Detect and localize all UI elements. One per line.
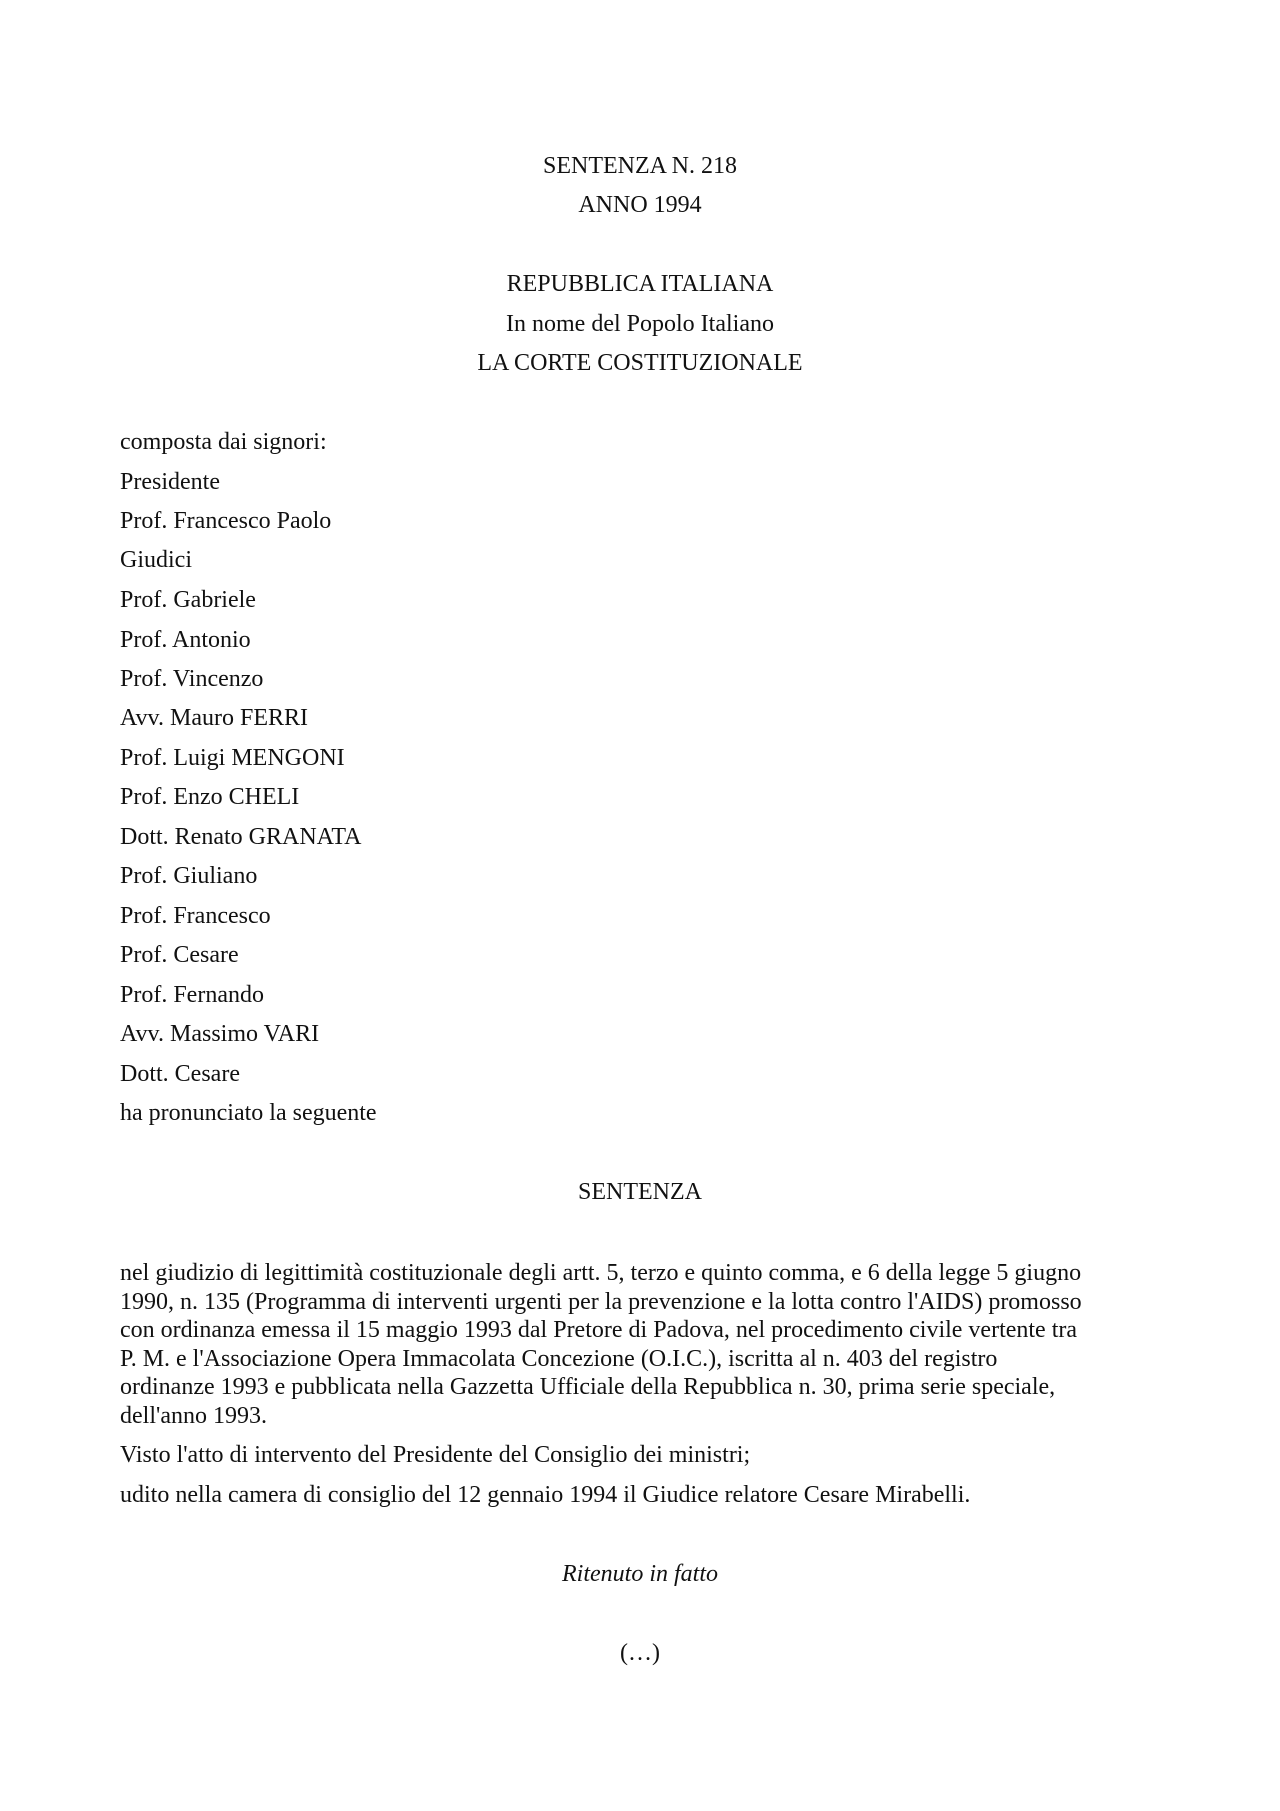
composition-line: Prof. Cesare [120,942,239,968]
paragraph-line: dell'anno 1993. [120,1402,267,1429]
in-nome-line: In nome del Popolo Italiano [506,311,774,337]
ellipsis: (…) [620,1640,660,1666]
composition-line: Prof. Fernando [120,982,264,1008]
repubblica-heading: REPUBBLICA ITALIANA [506,271,774,297]
sentenza-number: SENTENZA N. 218 [543,153,737,179]
visto-line: Visto l'atto di intervento del Presidente del Consiglio dei ministri; [120,1442,751,1468]
composition-line: Presidente [120,469,220,495]
composition-intro: composta dai signori: [120,429,327,455]
composition-line: Prof. Vincenzo [120,666,264,692]
composition-line: Prof. Francesco Paolo [120,508,332,534]
composition-line: Avv. Massimo VARI [120,1021,320,1047]
paragraph-line: 1990, n. 135 (Programma di interventi urgenti per la prevenzione e la lotta contro l'AIDS) promosso [120,1288,1082,1315]
giudizio-paragraph [120,1259,1180,1430]
composition-line: Prof. Antonio [120,627,251,653]
ritenuto-heading: Ritenuto in fatto [562,1561,718,1587]
udito-line: udito nella camera di consiglio del 12 gennaio 1994 il Giudice relatore Cesare Mirabelli. [120,1482,971,1508]
composition-line: Prof. Enzo CHELI [120,784,300,810]
composition-line: Prof. Francesco [120,903,271,929]
composition-line: Giudici [120,547,192,573]
composition-line: Prof. Luigi MENGONI [120,745,345,771]
paragraph-line: con ordinanza emessa il 15 maggio 1993 dal Pretore di Padova, nel procedimento civile vertente tra [120,1317,1078,1343]
composition-closing: ha pronunciato la seguente [120,1100,377,1126]
paragraph-line: P. M. e l'Associazione Opera Immacolata Concezione (O.I.C.), iscritta al n. 403 del registro [120,1345,998,1372]
composition-line: Dott. Cesare [120,1061,240,1087]
composition-line: Prof. Gabriele [120,587,256,613]
anno: ANNO 1994 [578,192,702,218]
composition-line: Avv. Mauro FERRI [120,705,308,731]
paragraph-line: nel giudizio di legittimità costituzionale degli artt. 5, terzo e quinto comma, e 6 della legge 5 giugno [120,1260,1082,1286]
sentenza-heading: SENTENZA [578,1179,702,1205]
paragraph-line: ordinanze 1993 e pubblicata nella Gazzetta Ufficiale della Repubblica n. 30, prima serie speciale, [120,1374,1056,1400]
composition-line: Dott. Renato GRANATA [120,824,362,850]
composition-line: Prof. Giuliano [120,863,258,889]
corte-heading: LA CORTE COSTITUZIONALE [477,350,803,376]
